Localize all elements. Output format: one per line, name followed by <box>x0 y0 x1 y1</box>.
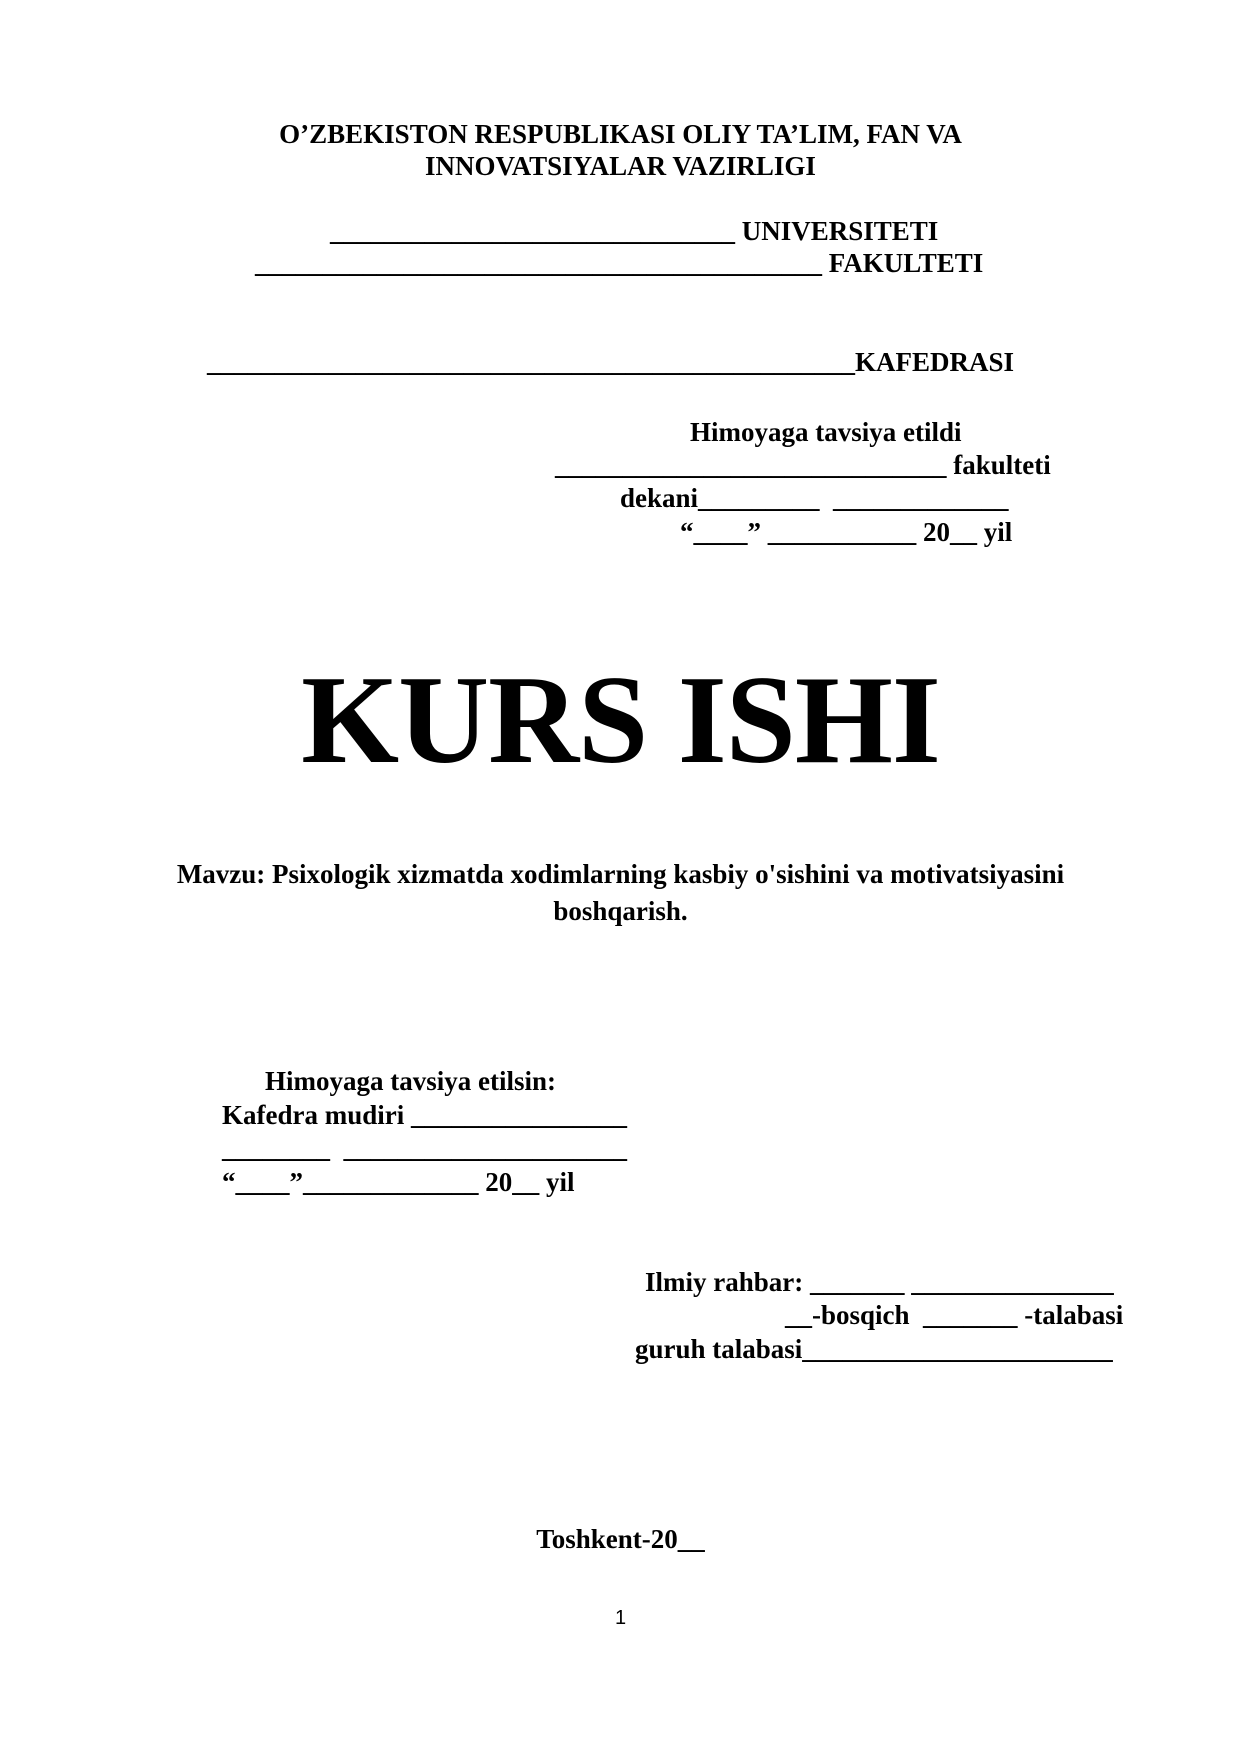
approval-top-dean-line: dekani_________ _____________ <box>620 483 1009 513</box>
topic-line-2: boshqarish. <box>553 896 688 926</box>
approval-bottom-head-line: Kafedra mudiri ________________ <box>222 1100 627 1130</box>
approval-top-faculty-line: _____________________________ fakulteti <box>555 450 1051 480</box>
approval-bottom-title: Himoyaga tavsiya etilsin: <box>265 1066 556 1096</box>
ministry-line-2: INNOVATSIYALAR VAZIRLIGI <box>425 151 816 181</box>
group-student-line: guruh talabasi_______________________ <box>635 1334 1113 1364</box>
faculty-line: __________________________________________ FAKULTETI <box>255 248 984 278</box>
approval-bottom-sign-line: ________ _____________________ <box>222 1133 627 1163</box>
supervisor-line: Ilmiy rahbar: _______ _______________ <box>645 1267 1114 1297</box>
approval-top-date-line: “____” ___________ 20__ yil <box>680 517 1013 547</box>
course-stage-line: __-bosqich _______ -talabasi <box>785 1300 1124 1330</box>
page-number: 1 <box>614 1607 627 1629</box>
department-line: ________________________________________________KAFEDRASI <box>207 347 1015 377</box>
university-line: ______________________________ UNIVERSITETI <box>330 216 939 246</box>
approval-top-title: Himoyaga tavsiya etildi <box>690 417 962 447</box>
city-year: Toshkent-20__ <box>536 1524 705 1554</box>
approval-bottom-date-line: “____”_____________ 20__ yil <box>222 1167 575 1197</box>
topic-line-1: Mavzu: Psixologik xizmatda xodimlarning kasbiy o'sishini va motivatsiyasini <box>176 859 1065 889</box>
ministry-line-1: O’ZBEKISTON RESPUBLIKASI OLIY TA’LIM, FAN VA <box>279 119 962 149</box>
main-title: KURS ISHI <box>301 651 940 790</box>
